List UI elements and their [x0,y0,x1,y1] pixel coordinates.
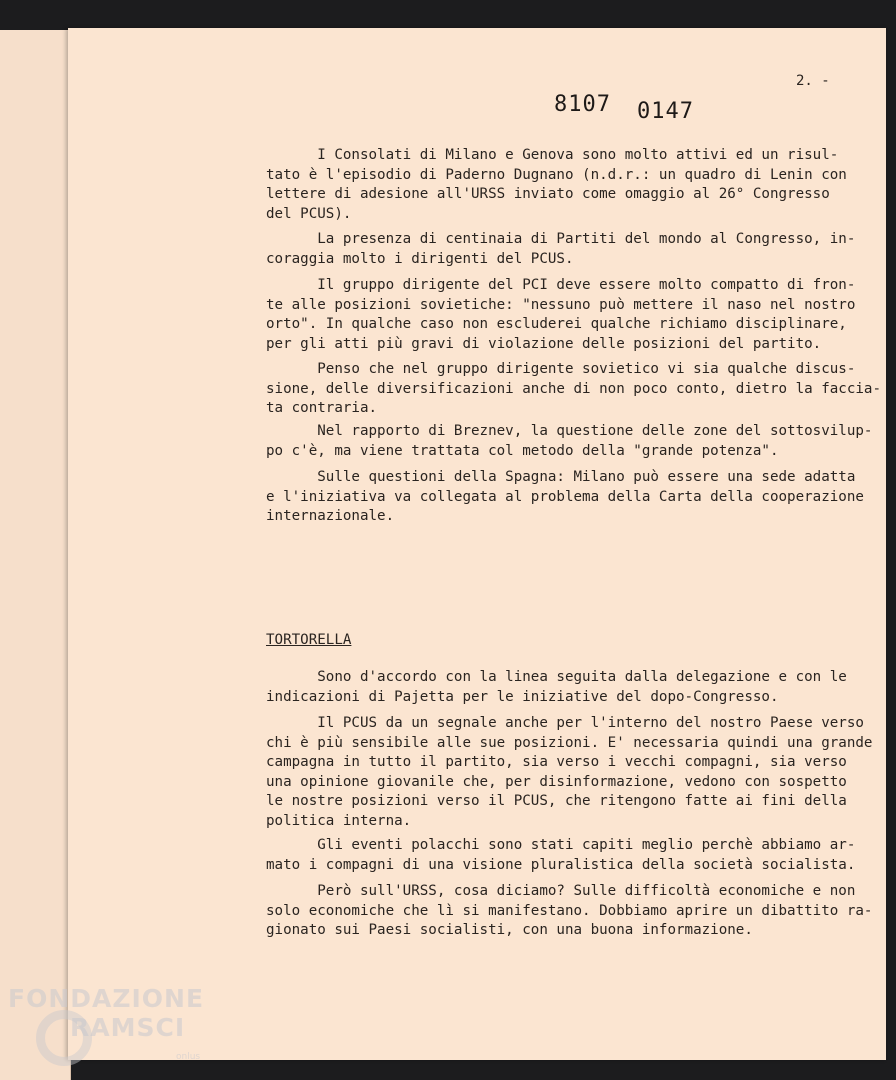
paragraph-6: Sulle questioni della Spagna: Milano può essere una sede adatta e l'iniziativa va collegata al problema della Carta della cooperazione internazionale. [266,469,864,525]
paragraph-7: Sono d'accordo con la linea seguita dalla delegazione e con le indicazioni di Pajetta per le iniziative del dopo-Congresso. [266,669,847,705]
paragraph-10: Però sull'URSS, cosa diciamo? Sulle difficoltà economiche e non solo economiche che lì si manifestano. Dobbiamo aprire un dibattito ra- gionato sui Paesi socialisti, con una buona informazione. [266,883,873,939]
paragraph-9: Gli eventi polacchi sono stati capiti meglio perchè abbiamo ar- mato i compagni di una visione pluralistica della società socialista. [266,837,856,873]
watermark-onlus: onlus [176,1052,201,1062]
stamp-number-2: 0147 [636,99,694,124]
previous-page-edge [0,30,71,1080]
watermark-line-1: FONDAZIONE [8,984,205,1013]
archive-stamp [554,92,694,124]
watermark-g-icon [36,1010,92,1066]
paragraph-1: I Consolati di Milano e Genova sono molto attivi ed un risul- tato è l'episodio di Paderno Dugnano (n.d.r.: un quadro di Lenin con lettere di adesione all'URSS inviato come omaggio al 26° Congresso del PCUS). [266,147,847,222]
stamp-number-1: 8107 [554,92,611,117]
watermark-line-2: RAMSCI [70,1013,186,1042]
document-page [68,28,886,1060]
section-heading: TORTORELLA [266,632,352,648]
paragraph-5: Nel rapporto di Breznev, la questione delle zone del sottosvilup- po c'è, ma viene trattata col metodo della "grande potenza". [266,423,873,459]
paragraph-2: La presenza di centinaia di Partiti del mondo al Congresso, in- coraggia molto i dirigenti del PCUS. [266,231,856,267]
paragraph-3: Il gruppo dirigente del PCI deve essere molto compatto di fron- te alle posizioni sovietiche: "nessuno può mettere il naso nel nostro orto". In qualche caso non escluderei qualche richiamo disciplinare, per gli atti più gravi di violazione delle posizioni del partito. [266,277,856,352]
paragraph-4: Penso che nel gruppo dirigente sovietico vi sia qualche discus- sione, delle diversificazioni anche di non poco conto, dietro la faccia- ta contraria. [266,361,881,417]
paragraph-8: Il PCUS da un segnale anche per l'interno del nostro Paese verso chi è più sensibile alle sue posizioni. E' necessaria quindi una grande campagna in tutto il partito, sia verso i vecchi compagni, sia verso una opinione giovanile che, per disinformazione, vedono con sospetto le nostre posizioni verso il PCUS, che ritengono fatte ai fini della politica interna. [266,715,873,829]
page-number: 2. - [796,73,830,89]
